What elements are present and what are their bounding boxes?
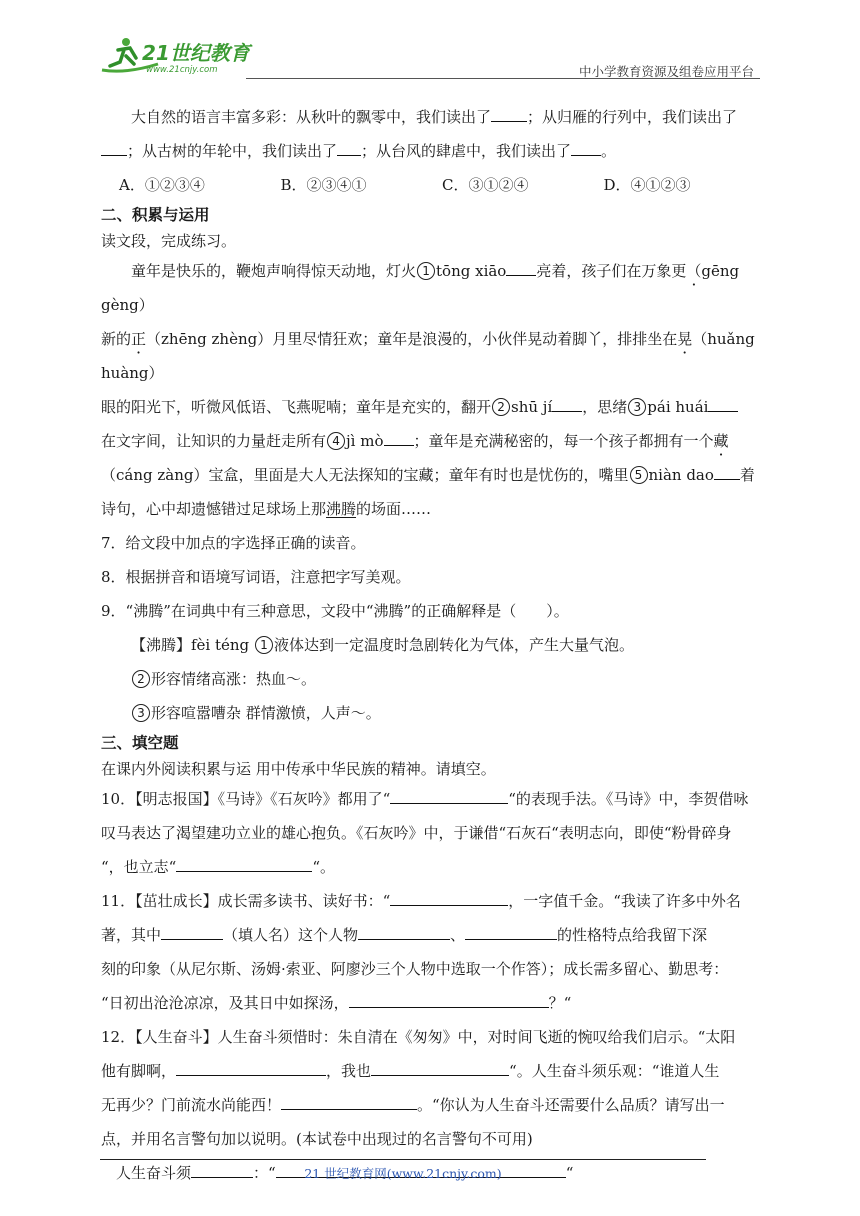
site-logo: [96, 34, 276, 78]
section-title: 二、积累与运用: [101, 206, 210, 224]
answer-blank[interactable]: [390, 904, 508, 906]
answer-blank[interactable]: [358, 938, 450, 940]
dictionary-entry: 【沸腾】fèi téng 1 液体达到一定温度时急剧转化为气体，产生大量气泡。: [131, 636, 634, 654]
passage-line: 新的正（zhēng zhèng）月里尽情狂欢；童年是浪漫的，小伙伴晃动着脚丫，排排坐在晃（huǎng huàng）: [101, 330, 755, 382]
section-title: 三、填空题: [101, 734, 179, 752]
q6-options: [101, 168, 765, 202]
passage-line: 诗句，心中却遗憾错过足球场上那沸腾的场面……: [101, 500, 432, 518]
passage-line: 眼的阳光下，听微风低语、飞燕呢喃；童年是充实的，翻开 2 shū jí ，思绪 3 pái huái: [101, 390, 765, 424]
page-header: [96, 34, 760, 80]
question-12-cont: 点，并用名言警句加以说明。(本试卷中出现过的名言警句不可用): [101, 1130, 533, 1148]
question-12-cont: 他有脚啊， ，我也 “。人生奋斗须乐观：“谁道人生: [101, 1062, 720, 1080]
svg-text:www.21cnjy.com: www.21cnjy.com: [146, 65, 218, 75]
answer-blank[interactable]: [390, 802, 508, 804]
answer-blank[interactable]: [384, 444, 414, 446]
question-11: 11．【茁壮成长】成长需多读书、读好书：“ ，一字值千金。“我读了许多中外名: [101, 892, 741, 910]
question-8: 8．根据拼音和语境写词语，注意把字写美观。: [101, 568, 411, 586]
answer-blank[interactable]: [506, 274, 536, 276]
footer-rule: [100, 1159, 706, 1160]
page-footer[interactable]: 21 世纪教育网(www.21cnjy.com): [304, 1166, 502, 1181]
exam-content: [101, 100, 765, 1190]
question-9: 9．“沸腾”在词典中有三种意思，文段中“沸腾”的正确解释是（ ）。: [101, 602, 569, 620]
q6-line2: ；从古树的年轮中，我们读出了 ；从台风的肆虐中，我们读出了 。: [101, 134, 765, 168]
option-c[interactable]: C．③①②④: [442, 176, 529, 194]
passage-line: （cáng zàng）宝盒，里面是大人无法探知的宝藏；童年有时也是忧伤的，嘴里 5 niàn dao 着: [101, 466, 755, 484]
answer-blank[interactable]: [176, 870, 312, 872]
answer-blank[interactable]: [161, 938, 223, 940]
answer-blank[interactable]: [337, 154, 361, 156]
option-b[interactable]: B．②③④①: [280, 176, 367, 194]
question-10-cont: 叹马表达了渴望建功立业的雄心抱负。《石灰吟》中，于谦借“石灰石“表明志向，即使“粉骨碎身: [101, 824, 732, 842]
question-12-answer: 人生奋斗须 ：“ “: [116, 1164, 574, 1182]
dictionary-sense: 2 形容情绪高涨：热血～。: [101, 662, 765, 696]
question-10-cont: “，也立志“ “。: [101, 858, 336, 876]
section-instruction: 读文段，完成练习。: [101, 232, 237, 250]
answer-blank[interactable]: [101, 154, 127, 156]
answer-blank[interactable]: [552, 410, 582, 412]
option-d[interactable]: D．④①②③: [603, 176, 691, 194]
platform-name: 中小学教育资源及组卷应用平台: [578, 64, 754, 79]
question-10: 10．【明志报国】《马诗》《石灰吟》都用了“ “的表现手法。《马诗》中，李贺借咏: [101, 790, 749, 808]
question-7: 7．给文段中加点的字选择正确的读音。: [101, 534, 366, 552]
question-12: 12．【人生奋斗】人生奋斗须惜时：朱自清在《匆匆》中，对时间飞逝的惋叹给我们启示。“太阳: [101, 1028, 736, 1046]
question-11-cont: “日初出沧沧凉凉，及其日中如探汤， ？“: [101, 994, 572, 1012]
answer-blank[interactable]: [491, 120, 527, 122]
answer-blank[interactable]: [465, 938, 557, 940]
question-11-cont: 著，其中 （填人名）这个人物 、 的性格特点给我留下深: [101, 926, 708, 944]
q6-line1: 大自然的语言丰富多彩：从秋叶的飘零中，我们读出了 ；从归雁的行列中，我们读出了: [131, 108, 738, 126]
answer-blank[interactable]: [281, 1108, 417, 1110]
passage-line: 童年是快乐的，鞭炮声响得惊天动地，灯火 1 tōng xiāo 亮着，孩子们在万象更（gēng gèng）: [101, 262, 740, 314]
svg-text:21世纪教育: 21世纪教育: [142, 41, 250, 65]
dictionary-sense: 3 形容喧嚣嘈杂 群情激愤，人声～。: [101, 696, 765, 730]
answer-blank[interactable]: [371, 1074, 509, 1076]
passage-line: 在文字间，让知识的力量赶走所有 4 jì mò ；童年是充满秘密的，每一个孩子都拥有一个藏: [101, 432, 729, 450]
section-instruction: 在课内外阅读积累与运 用中传承中华民族的精神。请填空。: [101, 760, 496, 778]
answer-blank[interactable]: [349, 1006, 549, 1008]
answer-blank[interactable]: [176, 1074, 326, 1076]
answer-blank[interactable]: [708, 410, 738, 412]
answer-blank[interactable]: [571, 154, 601, 156]
answer-blank[interactable]: [714, 478, 740, 480]
question-11-cont: 刻的印象（从尼尔斯、汤姆·索亚、阿廖沙三个人物中选取一个作答）；成长需多留心、勤思考：: [101, 960, 729, 978]
question-12-cont: 无再少？门前流水尚能西！ 。“你认为人生奋斗还需要什么品质？请写出一: [101, 1096, 725, 1114]
option-a[interactable]: A．①②③④: [119, 176, 205, 194]
